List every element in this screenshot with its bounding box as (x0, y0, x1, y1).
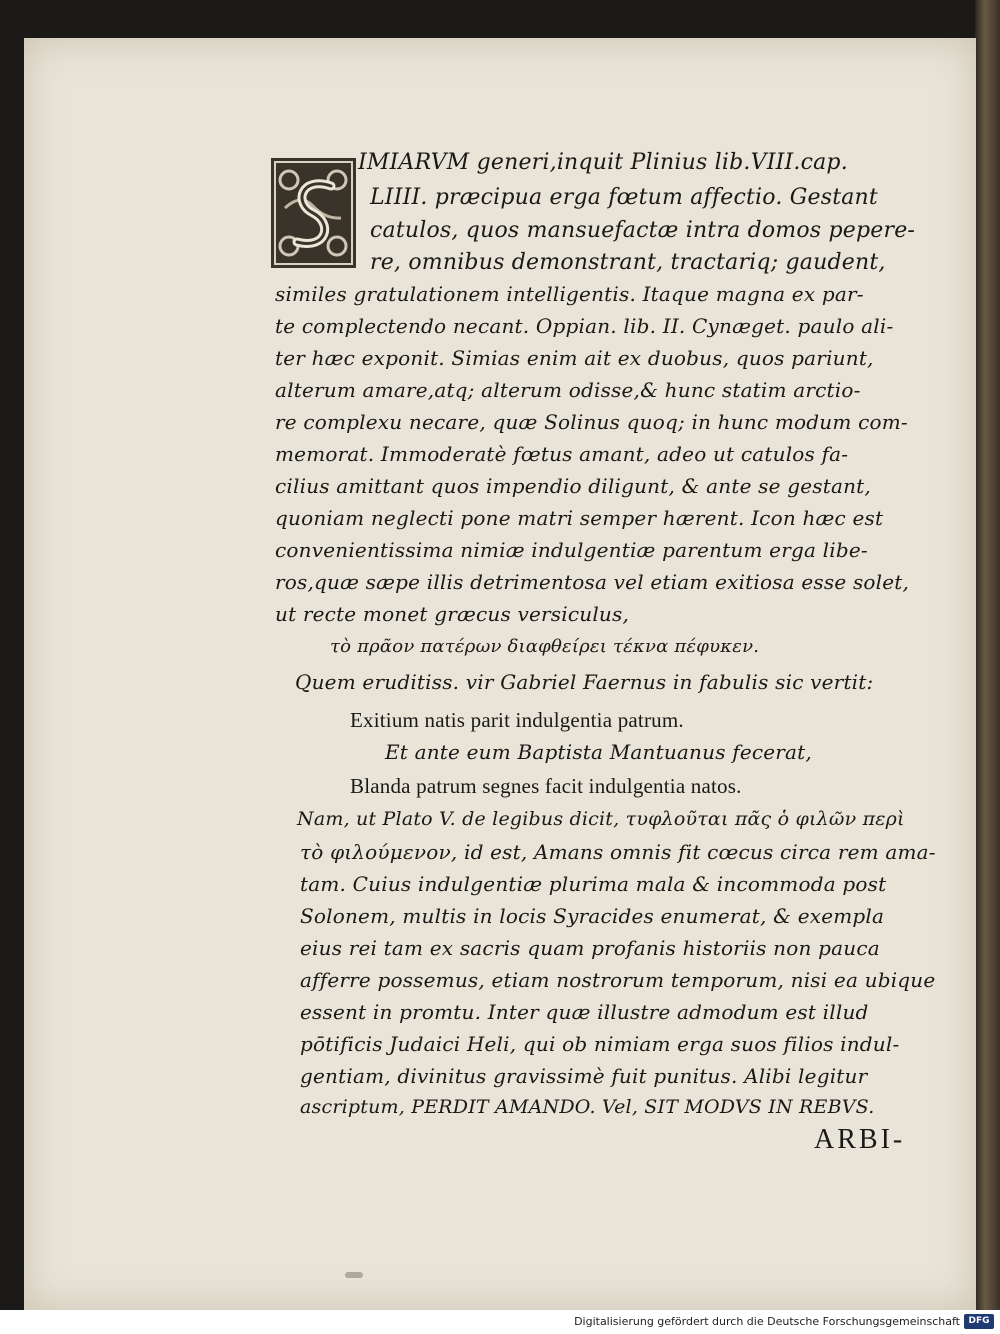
text-line: pōtificis Judaici Heli, qui ob nimiam erga suos filios indul- (300, 1032, 900, 1056)
text-line: essent in promtu. Inter quæ illustre admodum est illud (300, 1000, 869, 1024)
text-line: gentiam, divinitus gravissimè fuit punitus. Alibi legitur (300, 1064, 868, 1088)
text-line: alterum amare,atq; alterum odisse,& hunc statim arctio- (275, 378, 861, 402)
text-line: ter hæc exponit. Simias enim ait ex duobus, quos pariunt, (275, 346, 874, 370)
dfg-logo-icon: DFG (964, 1314, 994, 1329)
greek-verse: τὸ πρᾶον πατέρων διαφθείρει τέκνα πέφυκεν. (330, 636, 760, 657)
text-line: τὸ φιλούμενον, id est, Amans omnis fit cœcus circa rem ama- (300, 840, 936, 864)
book-edge (975, 0, 1000, 1310)
text-line: quoniam neglecti pone matri semper hærent. Icon hæc est (275, 506, 884, 530)
text-line: Solonem, multis in locis Syracides enumerat, & exempla (300, 904, 885, 928)
text-line: similes gratulationem intelligentis. Itaque magna ex par- (275, 282, 864, 306)
catchword: ARBI- (814, 1124, 906, 1155)
text-line: te complectendo necant. Oppian. lib. II. Cynæget. paulo ali- (275, 314, 894, 338)
text-line: tam. Cuius indulgentiæ plurima mala & incommoda post (300, 872, 887, 896)
text-line: LIIII. præcipua erga fœtum affectio. Gestant (370, 185, 878, 210)
decorated-initial-s-icon (271, 158, 356, 268)
text-line: IMIARVM generi,inquit Plinius lib.VIII.cap. (358, 150, 848, 175)
text-line: memorat. Immoderatè fœtus amant, adeo ut catulos fa- (275, 442, 849, 466)
text-line: Et ante eum Baptista Mantuanus fecerat, (385, 740, 812, 764)
decorated-initial (271, 158, 356, 268)
text-line: re complexu necare, quæ Solinus quoq; in hunc modum com- (275, 410, 908, 434)
text-line: ros,quæ sæpe illis detrimentosa vel etiam exitiosa esse solet, (275, 570, 910, 594)
latin-verse: Exitium natis parit indulgentia patrum. (350, 708, 684, 732)
text-line: eius rei tam ex sacris quam profanis historiis non pauca (300, 936, 880, 960)
paper-stain (345, 1272, 363, 1278)
text-line: ascriptum, PERDIT AMANDO. Vel, SIT MODVS IN REBVS. (300, 1096, 875, 1118)
footer-credit: Digitalisierung gefördert durch die Deutsche Forschungsgemeinschaft (574, 1315, 960, 1328)
text-line: Quem eruditiss. vir Gabriel Faernus in fabulis sic vertit: (295, 670, 874, 694)
footer-bar (0, 1310, 1000, 1334)
text-line: afferre possemus, etiam nostrorum temporum, nisi ea ubique (300, 968, 936, 992)
text-line: convenientissima nimiæ indulgentiæ parentum erga libe- (275, 538, 868, 562)
latin-verse: Blanda patrum segnes facit indulgentia natos. (350, 774, 742, 798)
text-line: re, omnibus demonstrant, tractariq; gaudent, (370, 250, 886, 275)
text-line: ut recte monet græcus versiculus, (275, 602, 630, 626)
text-line: Nam, ut Plato V. de legibus dicit, τυφλοῦται πᾶς ὁ φιλῶν περὶ (297, 808, 905, 830)
text-line: cilius amittant quos impendio diligunt, & ante se gestant, (275, 474, 871, 498)
text-line: catulos, quos mansuefactæ intra domos pepere- (370, 218, 916, 243)
